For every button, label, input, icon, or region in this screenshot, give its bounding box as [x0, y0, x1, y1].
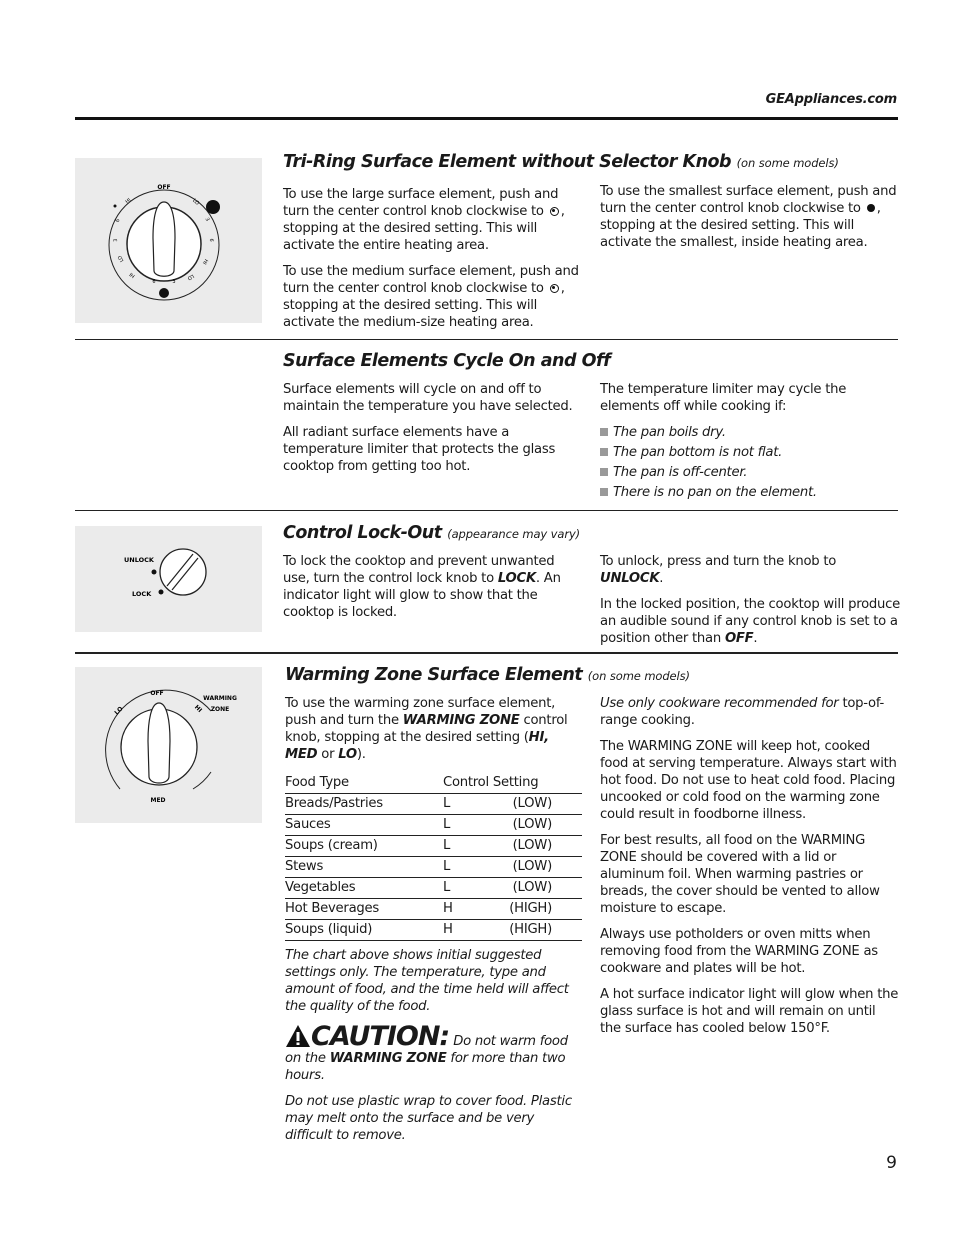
svg-text:LO: LO: [191, 197, 201, 207]
tri-ring-title: Tri-Ring Surface Element without Selector Knob (on some models): [283, 152, 839, 172]
svg-text:ZONE: ZONE: [210, 706, 230, 713]
svg-text:LOCK: LOCK: [132, 590, 152, 598]
tri-ring-knob-figure: [75, 158, 262, 323]
svg-text:6: 6: [152, 279, 156, 285]
svg-text:6: 6: [114, 218, 122, 224]
warming-title: Warming Zone Surface Element (on some models): [285, 665, 690, 685]
svg-text:HI: HI: [124, 197, 133, 206]
tri-ring-knob-illustration: [75, 158, 262, 323]
svg-text:3: 3: [172, 279, 176, 285]
cycle-left-column: Surface elements will cycle on and off to maintain the temperature you have selected. All radiant surface elements have a temperature limiter that protects the glass cooktop from getting too hot.: [283, 382, 573, 474]
table-row: Breads/Pastries L (LOW): [285, 794, 582, 815]
warning-triangle-icon: [285, 1024, 311, 1048]
svg-text:WARMING: WARMING: [203, 695, 237, 702]
table-row: Soups (cream) L (LOW): [285, 836, 582, 857]
svg-text:LO: LO: [113, 705, 125, 717]
warming-left-column: To use the warming zone surface element, push and turn the WARMING ZONE control knob, stopping at the desired setting (HI, MED or LO). Food Type Control Setting Breads/Pastries L (LOW) Sauces L (LOW) Soups (cream) L (LOW) Stews L (LOW) Vegetables L (LOW) Hot Beverages H (HIGH) Soups (liquid) H (HIGH) The chart above shows initial suggested settings only. The temperature, type and amount of food, and the time held will affect the quality of the food. CAUTION: Do not warm food on the WARMING ZONE for more than two hours. Do not use plastic wrap to cover food. Plastic may melt onto the surface and be very difficult to remove.: [285, 695, 585, 1153]
tri-ring-right-column: To use the smallest surface element, push and turn the center control knob clockwise to , stopping at the desired setting. This will activate the smallest, inside heating area.: [600, 184, 897, 250]
chart-note: The chart above shows initial suggested settings only. The temperature, type and amount of food, and the time held will affect the quality of the food.: [285, 948, 569, 1014]
svg-text:LO: LO: [116, 254, 126, 263]
svg-text:UNLOCK: UNLOCK: [124, 556, 154, 564]
lockout-left-column: To lock the cooktop and prevent unwanted use, turn the control lock knob to LOCK. An indicator light will glow to show that the cooktop is locked.: [283, 554, 561, 620]
lockout-right-column: To unlock, press and turn the knob to UNLOCK. In the locked position, the cooktop will produce an audible sound if any control knob is set to a position other than OFF.: [600, 554, 901, 646]
site-url: GEAppliances.com: [765, 92, 897, 107]
section-divider: [75, 652, 898, 654]
svg-text:3: 3: [112, 238, 120, 242]
lock-knob-illustration: [75, 526, 262, 632]
table-row: Stews L (LOW): [285, 857, 582, 878]
svg-text:MED: MED: [150, 797, 166, 804]
table-header-row: Food Type Control Setting: [285, 775, 539, 790]
svg-text:HI: HI: [193, 703, 204, 714]
small-dot-icon: [867, 204, 875, 212]
warming-right-column: Use only cookware recommended for top-of-range cooking. The WARMING ZONE will keep hot, cooked food at serving temperature. Always start with hot food. Do not use to heat cold food. Placing uncooked or cold food on the warming zone could result in foodborne illness. For best results, all food on the WARMING ZONE should be covered with a lid or aluminum foil. When warming pastries or breads, the cover should be vented to allow moisture to escape. Always use potholders or oven mitts when removing food from the WARMING ZONE as cookware and plates will be hot. A hot surface indicator light will glow when the glass surface is hot and will remain on until the surface has cooled below 150°F.: [600, 696, 899, 1036]
list-item: The pan is off-center.: [600, 464, 900, 481]
page-number: 9: [886, 1153, 897, 1173]
svg-text:HI: HI: [200, 257, 209, 266]
lock-knob-figure: [75, 526, 262, 632]
svg-text:LO: LO: [186, 272, 195, 282]
caution-note: CAUTION: Do not warm food on the WARMING ZONE for more than two hours.: [285, 1021, 568, 1083]
table-row: Soups (liquid) H (HIGH): [285, 920, 582, 941]
table-row: Hot Beverages H (HIGH): [285, 899, 582, 920]
svg-text:OFF: OFF: [150, 690, 164, 697]
svg-text:HI: HI: [128, 270, 137, 279]
table-row: Vegetables L (LOW): [285, 878, 582, 899]
large-ring-icon: [550, 207, 559, 216]
plastic-warning: Do not use plastic wrap to cover food. Plastic may melt onto the surface and be very difficult to remove.: [285, 1094, 572, 1143]
list-item: The pan bottom is not flat.: [600, 444, 900, 461]
cycle-right-column: The temperature limiter may cycle the elements off while cooking if: The pan boils dry. The pan bottom is not flat. The pan is off-center. There is no pan on the element.: [600, 381, 900, 504]
table-row: Sauces L (LOW): [285, 815, 582, 836]
warming-settings-table: [285, 773, 582, 941]
lockout-title: Control Lock-Out (appearance may vary): [283, 523, 581, 543]
svg-text:6: 6: [207, 238, 215, 242]
section-divider: [75, 510, 898, 511]
section-divider: [75, 339, 898, 340]
large-ring-indicator-dot: [206, 200, 220, 214]
limiter-conditions-list: [600, 424, 900, 501]
svg-text:OFF: OFF: [157, 184, 171, 191]
tri-ring-left-column: To use the large surface element, push and turn the center control knob clockwise to , stopping at the desired setting. This will activate the entire heating area. To use the medium surface element, push and turn the center control knob clockwise to , stopping at the desired setting. This will activate the medium-size heating area.: [283, 187, 579, 330]
list-item: There is no pan on the element.: [600, 484, 900, 501]
list-item: The pan boils dry.: [600, 424, 900, 441]
warming-knob-figure: [75, 667, 262, 823]
warming-knob-illustration: [75, 667, 262, 823]
cycle-title: Surface Elements Cycle On and Off: [283, 351, 611, 371]
header-rule: [75, 117, 898, 120]
medium-ring-icon: [550, 284, 559, 293]
svg-text:3: 3: [203, 216, 211, 223]
